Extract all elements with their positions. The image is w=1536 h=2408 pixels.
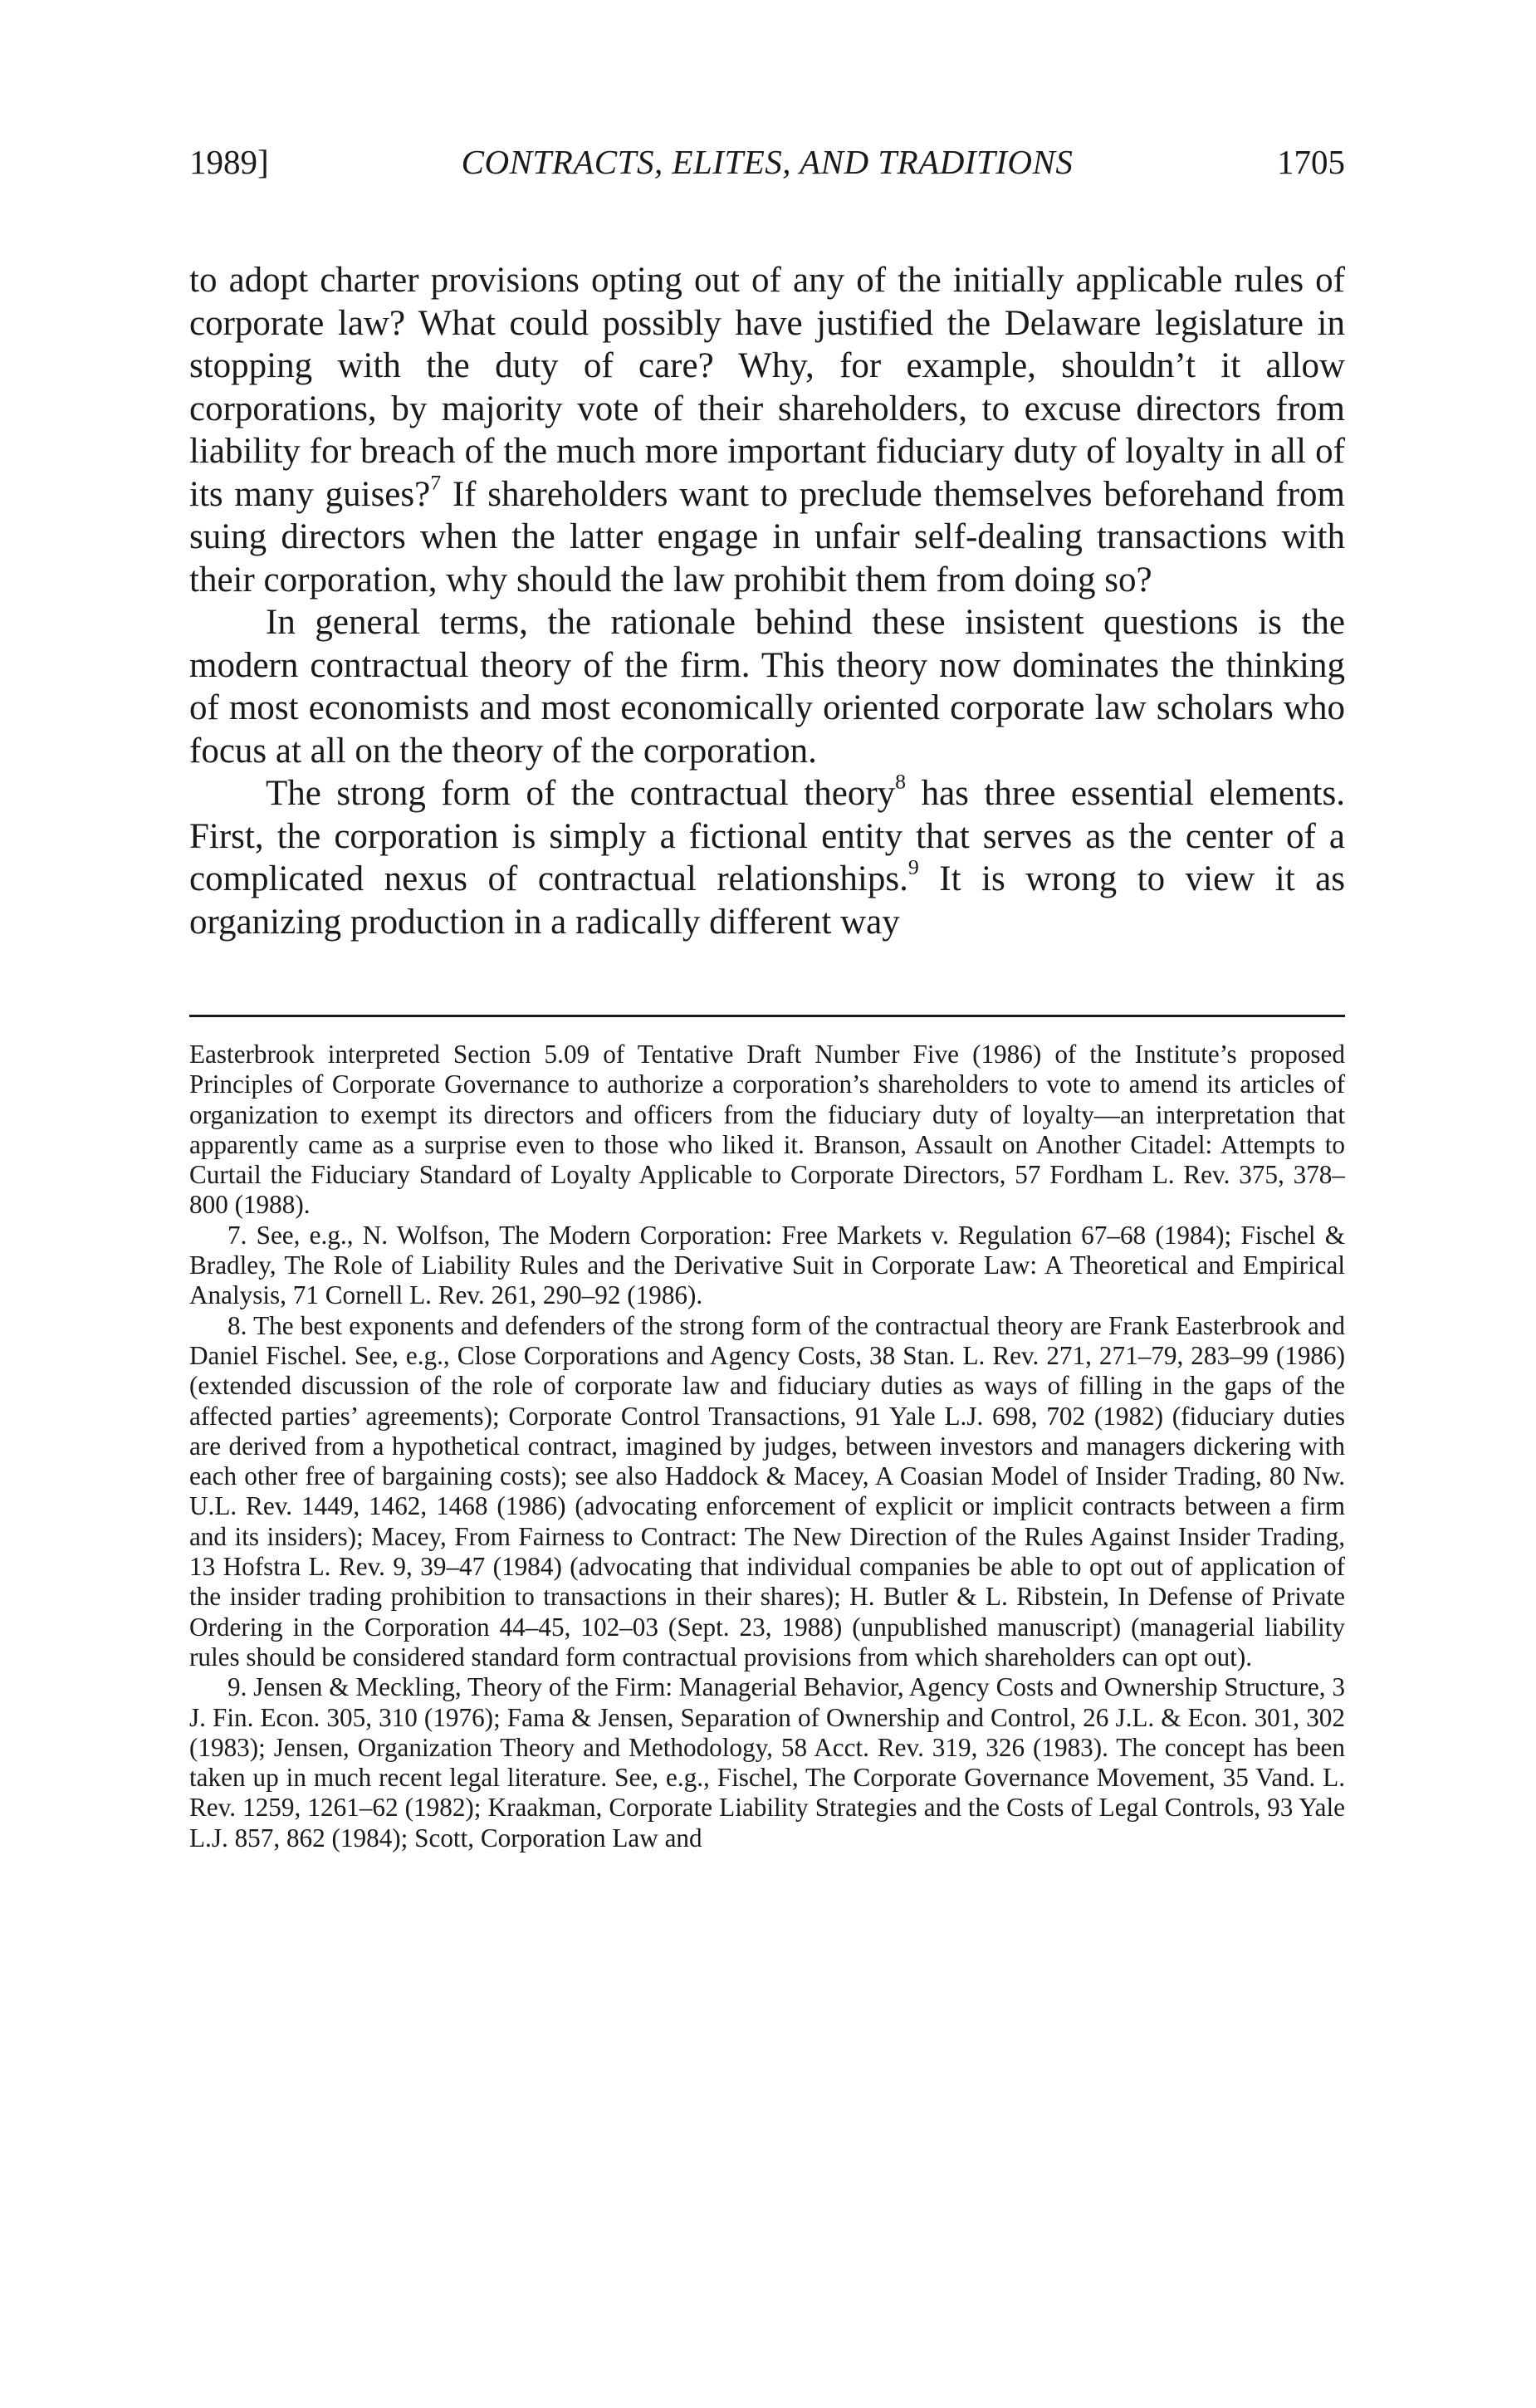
paragraph-text: has three essential elements. First, the corporation is simply a fictional entity that serves as the center of a complicated nexus of contractual relationships. <box>189 774 1345 898</box>
footnote-continued: Easterbrook interpreted Section 5.09 of Tentative Draft Number Five (1986) of the Institute’s proposed Principles of Corporate Governance to authorize a corporation’s shareholders to vote to amend its articles of organization to exempt its directors and officers from the fiduciary duty of loyalty—an interpretation that apparently came as a surprise even to those who liked it. Branson, Assault on Another Citadel: Attempts to Curtail the Fiduciary Standard of Loyalty Applicable to Corporate Directors, 57 Fordham L. Rev. 375, 378–800 (1988). <box>189 1040 1345 1220</box>
paragraph-continued <box>189 259 1345 601</box>
paragraph-text: It is wrong to view it as organizing production in a radically different way <box>189 859 1345 942</box>
paragraph-text: The strong form of the contractual theory <box>266 774 896 813</box>
paragraph-contractual-theory-rationale: In general terms, the rationale behind these insistent questions is the modern contractual theory of the firm. This theory now dominates the thinking of most economists and most economically oriented corporate law scholars who focus at all on the theory of the corporation. <box>189 603 1345 771</box>
header-title: CONTRACTS, ELITES, AND TRADITIONS <box>461 143 1074 181</box>
running-header <box>189 133 1345 191</box>
paragraph-text: If shareholders want to preclude themselves beforehand from suing directors when the latter engage in unfair self-dealing transactions with their corporation, why should the law prohibit them from doing so? <box>189 474 1345 600</box>
main-text <box>189 259 1345 943</box>
footnote-ref-9: 9 <box>907 854 919 879</box>
footnote-ref-8: 8 <box>895 769 907 794</box>
footnote-9: 9. Jensen & Meckling, Theory of the Firm: Managerial Behavior, Agency Costs and Ownership Structure, 3 J. Fin. Econ. 305, 310 (1976); Fama & Jensen, Separation of Ownership and Control, 26 J.L. & Econ. 301, 302 (1983); Jensen, Organization Theory and Methodology, 58 Acct. Rev. 319, 326 (1983). The concept has been taken up in much recent legal literature. See, e.g., Fischel, The Corporate Governance Movement, 35 Vand. L. Rev. 1259, 1261–62 (1982); Kraakman, Corporate Liability Strategies and the Costs of Legal Controls, 93 Yale L.J. 857, 862 (1984); Scott, Corporation Law and <box>189 1672 1345 1852</box>
paragraph-strong-form <box>189 769 1345 943</box>
header-year: 1989] <box>189 143 269 181</box>
paragraph-text: to adopt charter provisions opting out of any of the initially applicable rules of corporate law? What could possibly have justified the Delaware legislature in stopping with the duty of care? Why, for example, shouldn’t it allow corporations, by majority vote of their shareholders, to excuse directors from liability for breach of the much more important fiduciary duty of loyalty in all of its many guises? <box>189 261 1345 514</box>
footnote-7: 7. See, e.g., N. Wolfson, The Modern Corporation: Free Markets v. Regulation 67–68 (1984); Fischel & Bradley, The Role of Liability Rules and the Derivative Suit in Corporate Law: A Theoretical and Empirical Analysis, 71 Cornell L. Rev. 261, 290–92 (1986). <box>189 1220 1345 1310</box>
footnotes <box>189 1040 1345 1853</box>
page-number: 1705 <box>1277 143 1345 181</box>
footnote-divider <box>189 1015 1345 1017</box>
footnote-ref-7: 7 <box>430 470 442 495</box>
footnote-8: 8. The best exponents and defenders of the strong form of the contractual theory are Frank Easterbrook and Daniel Fischel. See, e.g., Close Corporations and Agency Costs, 38 Stan. L. Rev. 271, 271–79, 283–99 (1986) (extended discussion of the role of corporate law and fiduciary duties as ways of filling in the gaps of the affected parties’ agreements); Corporate Control Transactions, 91 Yale L.J. 698, 702 (1982) (fiduciary duties are derived from a hypothetical contract, imagined by judges, between investors and managers dickering with each other free of bargaining costs); see also Haddock & Macey, A Coasian Model of Insider Trading, 80 Nw. U.L. Rev. 1449, 1462, 1468 (1986) (advocating enforcement of explicit or implicit contracts between a firm and its insiders); Macey, From Fairness to Contract: The New Direction of the Rules Against Insider Trading, 13 Hofstra L. Rev. 9, 39–47 (1984) (advocating that individual companies be able to opt out of application of the insider trading prohibition to transactions in their shares); H. Butler & L. Ribstein, In Defense of Private Ordering in the Corporation 44–45, 102–03 (Sept. 23, 1988) (unpublished manuscript) (managerial liability rules should be considered standard form contractual provisions from which shareholders can opt out). <box>189 1310 1345 1671</box>
